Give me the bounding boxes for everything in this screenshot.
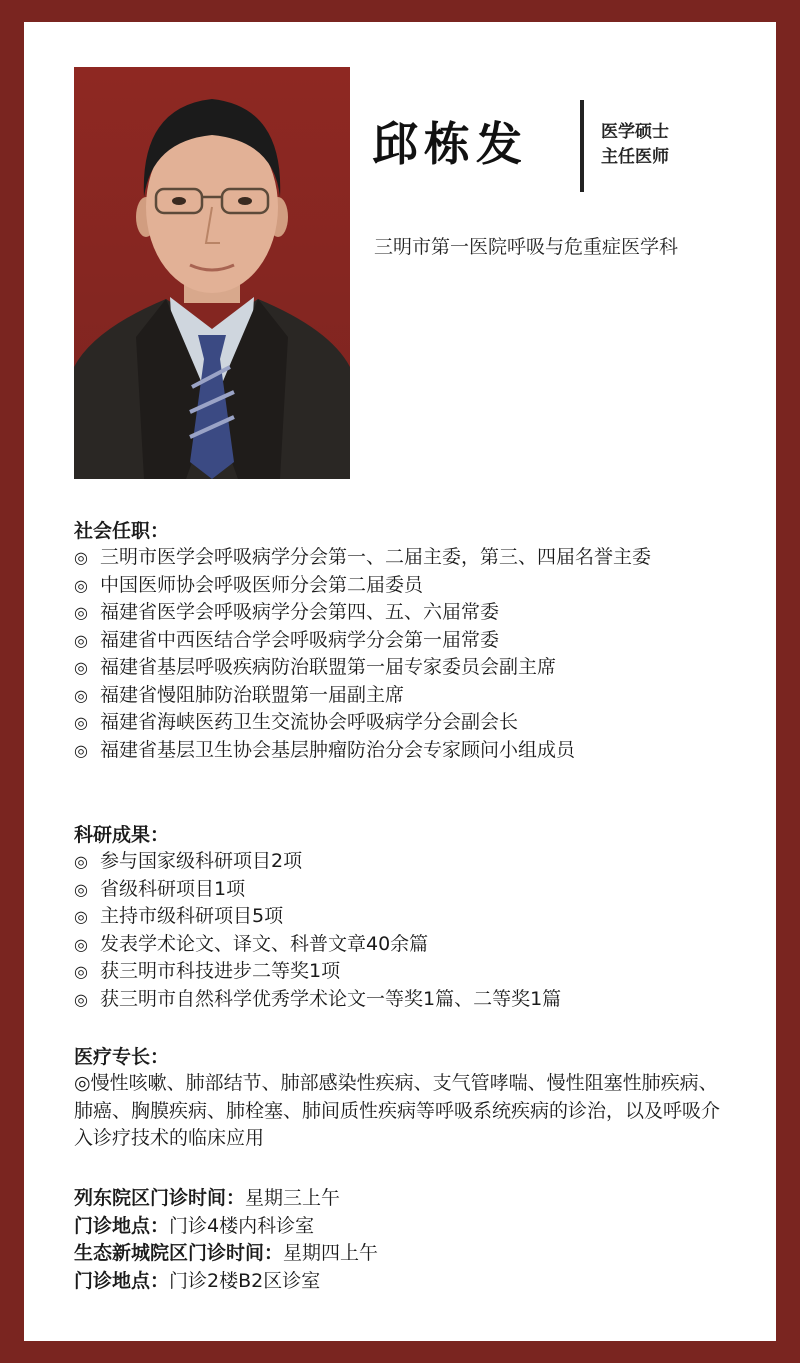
title-divider bbox=[580, 100, 584, 192]
bullet-icon: ◎ bbox=[74, 907, 88, 926]
social-positions-section bbox=[74, 518, 734, 764]
bullet-icon: ◎ bbox=[74, 685, 88, 705]
bullet-icon: ◎ bbox=[74, 575, 88, 595]
bullet-icon: ◎ bbox=[74, 658, 88, 677]
doctor-titles bbox=[601, 120, 669, 170]
list-item: ◎ 福建省中西医结合学会呼吸病学分会第一届常委 bbox=[74, 627, 734, 655]
research-section bbox=[74, 822, 734, 1013]
list-item: ◎ 三明市医学会呼吸病学分会第一、二届主委，第三、四届名誉主委 bbox=[74, 544, 734, 572]
doctor-name: 邱栋发 bbox=[372, 117, 528, 171]
east-time: 列东院区门诊时间：星期三上午 bbox=[74, 1187, 341, 1209]
specialty-title: 医疗专长： bbox=[74, 1046, 170, 1068]
list-item: ◎ 福建省海峡医药卫生交流协会呼吸病学分会副会长 bbox=[74, 709, 734, 737]
new-place: 门诊地点：门诊2楼B2区诊室 bbox=[74, 1269, 321, 1292]
east-place: 门诊地点：门诊4楼内科诊室 bbox=[74, 1214, 315, 1237]
bullet-icon: ◎ bbox=[74, 740, 88, 760]
list-item: ◎ 获三明市自然科学优秀学术论文一等奖1篇、二等奖1篇 bbox=[74, 986, 734, 1014]
department-label: 三明市第一医院呼吸与危重症医学科 bbox=[374, 236, 679, 258]
bullet-icon: ◎ bbox=[74, 630, 88, 650]
rank-label: 主任医师 bbox=[601, 147, 669, 167]
list-item: ◎ 福建省基层呼吸疾病防治联盟第一届专家委员会副主席 bbox=[74, 654, 734, 682]
list-item: ◎ 参与国家级科研项目2项 bbox=[74, 848, 734, 876]
doctor-photo bbox=[74, 67, 350, 479]
bullet-icon: ◎ bbox=[74, 879, 88, 899]
bullet-icon: ◎ bbox=[74, 934, 88, 954]
list-item: ◎ 福建省医学会呼吸病学分会第四、五、六届常委 bbox=[74, 599, 734, 627]
list-item: ◎ 主持市级科研项目5项 bbox=[74, 903, 734, 931]
bullet-icon: ◎ bbox=[74, 989, 88, 1009]
profile-card bbox=[24, 22, 776, 1341]
list-item: ◎ 发表学术论文、译文、科普文章40余篇 bbox=[74, 931, 734, 959]
social-positions-list bbox=[74, 544, 734, 764]
list-item: ◎ 中国医师协会呼吸医师分会第二届委员 bbox=[74, 572, 734, 600]
clinic-info bbox=[74, 1185, 378, 1295]
new-time: 生态新城院区门诊时间：星期四上午 bbox=[74, 1242, 379, 1264]
research-title: 科研成果： bbox=[74, 824, 170, 846]
list-item: ◎ 福建省基层卫生协会基层肿瘤防治分会专家顾问小组成员 bbox=[74, 737, 734, 765]
list-item: ◎ 福建省慢阻肺防治联盟第一届副主席 bbox=[74, 682, 734, 710]
degree-label: 医学硕士 bbox=[601, 122, 669, 142]
bullet-icon: ◎ bbox=[74, 962, 88, 981]
bullet-icon: ◎ bbox=[74, 603, 88, 622]
bullet-icon: ◎ bbox=[74, 713, 88, 732]
list-item: ◎ 省级科研项目1项 bbox=[74, 876, 734, 904]
social-positions-title: 社会任职： bbox=[74, 520, 170, 542]
specialty-section bbox=[74, 1044, 734, 1153]
list-item: ◎ 获三明市科技进步二等奖1项 bbox=[74, 958, 734, 986]
specialty-text: ◎慢性咳嗽、肺部结节、肺部感染性疾病、支气管哮喘、慢性阻塞性肺疾病、肺癌、胸膜疾病、肺栓塞、肺间质性疾病等呼吸系统疾病的诊治，以及呼吸介入诊疗技术的临床应用 bbox=[74, 1072, 721, 1149]
research-list bbox=[74, 848, 734, 1013]
bullet-icon: ◎ bbox=[74, 548, 88, 567]
bullet-icon: ◎ bbox=[74, 852, 88, 871]
